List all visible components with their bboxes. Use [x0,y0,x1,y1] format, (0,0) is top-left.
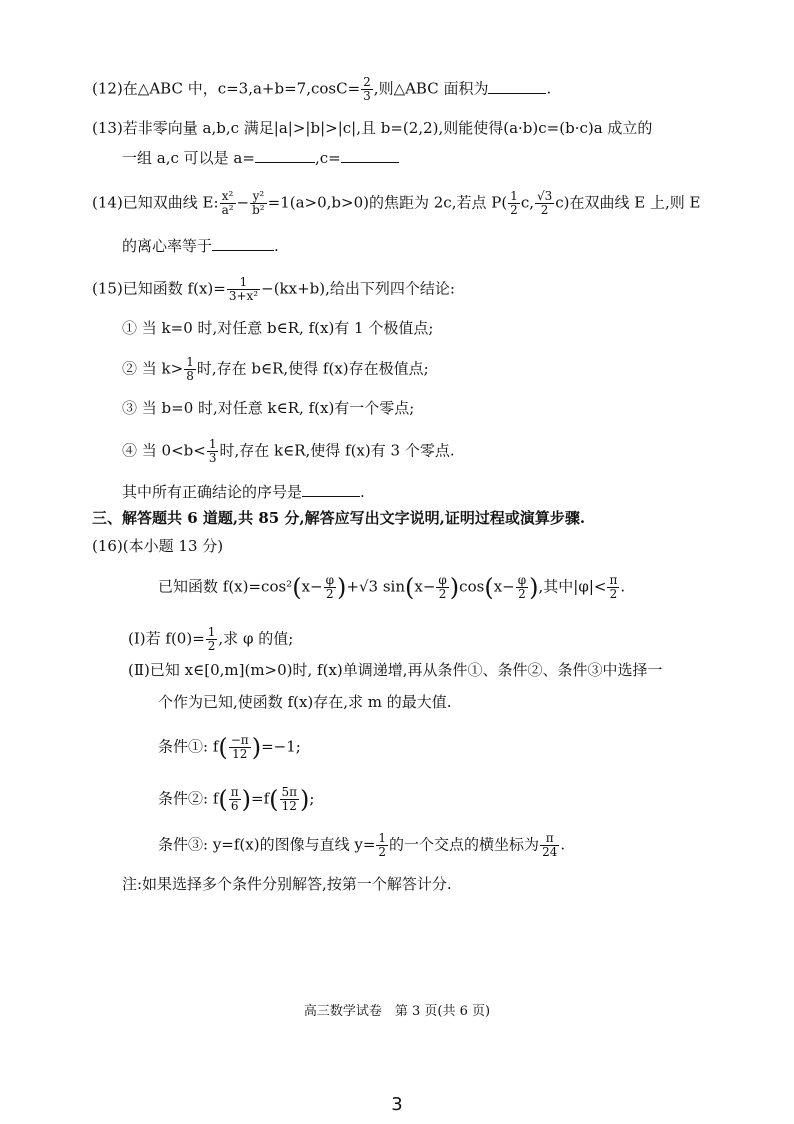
paren: ) [251,733,262,762]
fraction [508,190,520,217]
page-number: 3 [391,1094,403,1115]
fraction [540,832,559,859]
page-footer: 高三数学试卷 第 3 页(共 6 页) [303,1004,491,1019]
frac-den: 12 [281,799,297,813]
frac-num: 1 [208,437,217,451]
frac-den: 24 [542,845,558,859]
q16-part-2-line1 [128,660,663,680]
paren: ( [404,573,415,602]
q16-text: 注:如果选择多个条件分别解答,按第一个解答计分. [122,875,452,893]
fraction [516,574,528,601]
answer-blank[interactable] [488,79,546,94]
question-13-line2 [122,148,399,168]
q15-conclusion-2 [122,356,429,383]
frac-den: 2 [207,639,216,653]
fraction [436,574,448,601]
minus: − [236,193,250,212]
q12-text: ,则△ABC 面积为 [373,79,489,98]
q16-text: x− [301,577,323,596]
question-16-header [92,536,223,556]
paren: ) [529,573,539,602]
fraction [535,190,554,217]
question-14-line1 [92,190,701,217]
punct: . [560,835,566,854]
section-3-heading [92,508,585,528]
frac-num: 1 [510,189,518,203]
question-14-line2 [122,236,279,256]
fraction [229,734,251,761]
q12-text: (12)在△ABC 中，c=3,a+b=7,cosC= [92,79,361,98]
q16-text: 的一个交点的横坐标为 [389,835,540,854]
frac-num: π [230,785,239,799]
answer-blank-c[interactable] [341,148,399,163]
frac-den: 2 [540,203,549,217]
q14-text: =1(a>0,b>0)的焦距为 2c,若点 P( [267,193,508,212]
frac-num: π [540,832,559,846]
q16-part-2-line2 [158,692,452,712]
q15-conclusion-1 [122,318,433,338]
q16-text: =−1; [261,737,301,756]
frac-num: 1 [207,625,216,639]
punct: . [360,483,365,501]
q13-text: 一组 a,c 可以是 a= [122,149,255,167]
paren: ) [300,785,310,814]
q16-part-1 [128,626,293,653]
frac-num: x² [220,190,236,204]
q15-text: 时,存在 k∈R,使得 f(x)有 3 个零点. [219,441,455,460]
q15-text: 时,存在 b∈R,使得 f(x)存在极值点; [196,359,429,378]
paren: ) [337,573,347,602]
punct: . [620,577,626,596]
fraction [206,626,218,653]
q13-text: (13)若非零向量 a,b,c 满足|a|>|b|>|c|,且 b=(2,2),则能使得(a·b)c=(b·c)a 成立的 [92,119,653,137]
q15-text: −(kx+b),给出下列四个结论: [261,279,455,298]
frac-num: φ [438,573,447,587]
fraction [361,76,373,103]
fraction [324,574,336,601]
q15-conclusion-3 [122,398,414,418]
q16-text: (Ⅰ)若 f(0)= [128,629,205,648]
fraction [229,786,241,813]
frac-num: √3 [536,189,553,203]
q16-text: x− [493,577,515,596]
q16-condition-2 [158,786,314,813]
fraction [227,276,260,303]
q16-text: ,其中|φ|< [538,577,607,596]
q16-text: 条件③: y=f(x)的图像与直线 y= [158,835,376,854]
fraction [250,190,267,217]
answer-blank[interactable] [212,236,274,251]
q15-ask [122,482,365,502]
fraction [376,832,388,859]
frac-den: 8 [186,369,194,383]
q16-text: =f [251,789,270,808]
paren: ( [484,573,494,602]
fraction [280,786,300,813]
frac-num: 1 [227,276,260,290]
q15-text: (15)已知函数 f(x)= [92,279,226,298]
frac-den: 6 [230,799,239,813]
frac-den: 3+x² [228,289,259,303]
q15-text: ① 当 k=0 时,对任意 b∈R, f(x)有 1 个极值点; [122,319,434,337]
fraction [607,574,619,601]
q16-text: (16)(本小题 13 分) [92,537,224,555]
question-13-line1 [92,118,652,138]
frac-num: 1 [186,355,194,369]
frac-den: a² [221,203,234,217]
q15-text: ④ 当 0<b< [122,441,206,460]
q16-text: 条件①: f [158,737,219,756]
q16-text: 个作为已知,使函数 f(x)存在,求 m 的最大值. [158,693,452,711]
q16-note [122,874,452,894]
frac-num: y² [250,190,267,204]
frac-num: φ [517,573,527,587]
q15-text: ③ 当 b=0 时,对任意 k∈R, f(x)有一个零点; [122,399,415,417]
q13-text: ,c= [314,149,341,167]
fraction [184,356,196,383]
frac-den: 12 [232,747,248,761]
q16-text: +√3 sin [346,577,405,596]
q16-condition-3 [158,832,565,859]
q16-text: ; [309,789,315,808]
section-text: 三、解答题共 6 道题,共 85 分,解答应写出文字说明,证明过程或演算步骤. [92,509,586,527]
frac-den: 3 [208,451,217,465]
frac-num: 5π [281,785,298,799]
q16-text: 条件②: f [158,789,219,808]
q16-condition-1 [158,734,301,761]
frac-num: −π [230,733,249,747]
frac-den: 2 [438,587,447,601]
question-12 [92,76,551,103]
q16-text: 已知函数 f(x)=cos² [158,577,293,596]
q14-text: 的离心率等于 [122,237,213,255]
question-16-given [158,574,625,601]
paren: ) [241,785,252,814]
frac-den: b² [252,203,265,217]
q16-text: cos [459,577,485,596]
fraction [220,190,236,217]
q15-conclusion-4 [122,438,455,465]
q16-text: (Ⅱ)已知 x∈[0,m](m>0)时, f(x)单调递增,再从条件①、条件②、条件③中选择一 [128,661,663,679]
paren: ) [449,573,460,602]
q15-text: 其中所有正确结论的序号是 [122,483,303,501]
frac-num: 1 [378,831,387,845]
punct: . [546,79,552,98]
fraction [207,438,219,465]
frac-num: φ [325,573,335,587]
paren: ( [218,733,228,762]
frac-num: 2 [363,75,371,89]
frac-num: π [609,573,618,587]
q14-text: c, [520,193,534,212]
paren: ( [292,573,302,602]
frac-den: 2 [609,587,618,601]
question-15-stem [92,276,455,303]
punct: . [274,237,279,255]
answer-blank-a[interactable] [255,148,315,163]
q15-text: ② 当 k> [122,359,184,378]
frac-den: 2 [378,845,387,859]
frac-den: 3 [363,89,371,103]
q14-text: (14)已知双曲线 E: [92,193,219,212]
q16-text: ,求 φ 的值; [218,629,294,648]
answer-blank[interactable] [302,482,360,497]
paren: ( [269,785,279,814]
frac-den: 2 [518,587,526,601]
frac-den: 2 [510,203,518,217]
paren: ( [218,785,228,814]
frac-den: 2 [325,587,334,601]
q16-text: x− [414,577,436,596]
q14-text: c)在双曲线 E 上,则 E [555,193,701,212]
